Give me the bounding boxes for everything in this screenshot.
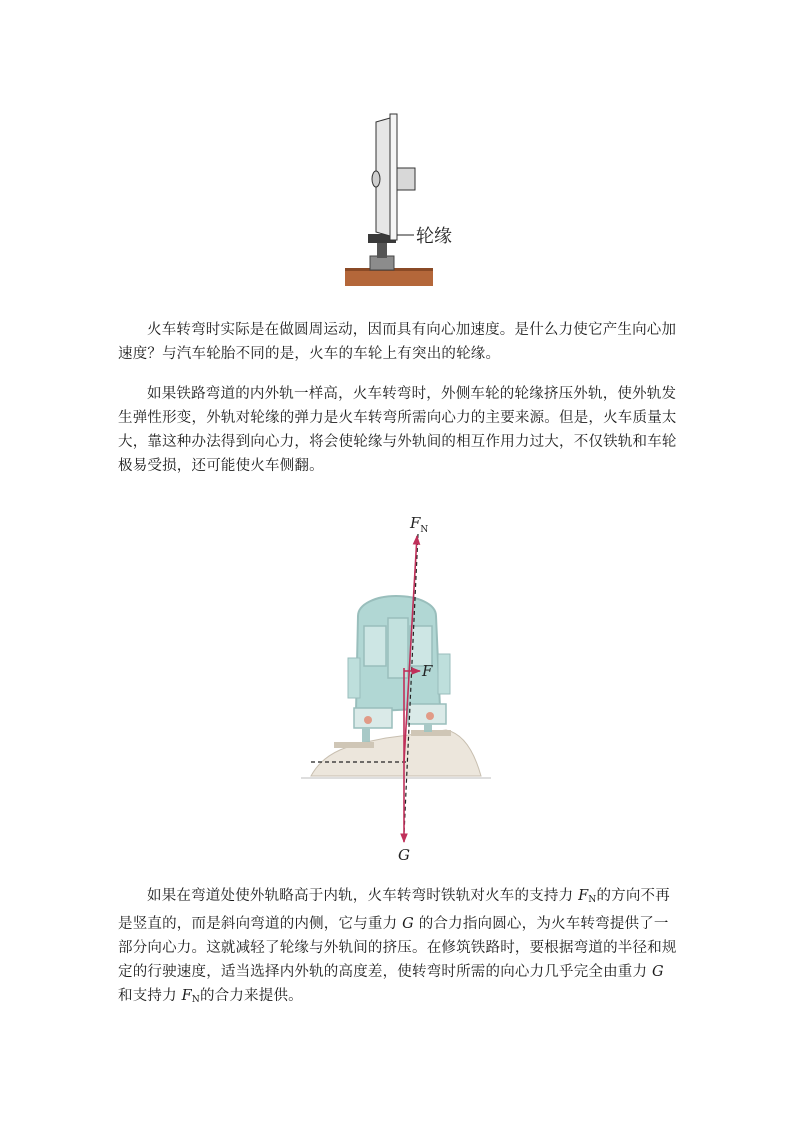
p3-text-1: 如果在弯道处使外轨略高于内轨，火车转弯时铁轨对火车的支持力: [147, 888, 579, 904]
paragraph-1: 火车转弯时实际是在做圆周运动，因而具有向心加速度。是什么力使它产生向心加速度？与汽车轮胎不同的是，火车的车轮上有突出的轮缘。: [118, 322, 677, 362]
ground-strip: [345, 270, 433, 286]
train-forces-figure: [296, 508, 496, 868]
p3-text-4: 和支持力: [118, 988, 182, 1004]
fn-symbol-1: $F_N$: [578, 888, 597, 905]
g-symbol-2: G: [652, 964, 664, 980]
fn-symbol-2: $F_N$: [181, 988, 200, 1005]
flange-label: 轮缘: [416, 226, 452, 247]
normal-force-label: $F_N$: [410, 514, 429, 535]
paragraph-3: [118, 884, 678, 1012]
net-force-label: F: [422, 662, 433, 680]
banked-track-ground: [311, 730, 481, 776]
paragraph-2: 如果铁路弯道的内外轨一样高，火车转弯时，外侧车轮的轮缘挤压外轨，使外轨发生弹性形变，外轨对轮缘的弹力是火车转弯所需向心力的主要来源。但是，火车质量太大，靠这种办法得到向心力，将会使轮缘与外轨间的相互作用力过大，不仅铁轨和车轮极易受损，还可能使火车侧翻。: [118, 386, 677, 474]
train-car: [348, 596, 450, 742]
wheel-flange-figure: [340, 108, 470, 288]
rail: [370, 256, 394, 270]
wheel-flange: [390, 114, 397, 240]
axle: [397, 168, 415, 190]
p3-text-2: 的方向不再是竖直的，而是斜向弯道的内侧，它与重力: [118, 888, 670, 932]
p3-text-3: 的合力指向圆心，为火车转弯提供了一部分向心力。这就减轻了轮缘与外轨间的挤压。在修筑铁路时，要根据弯道的半径和规定的行驶速度，适当选择内外轨的高度差，使转弯时所需的向心力几乎完全由重力: [118, 916, 677, 980]
p3-text-5: 的合力来提供。: [199, 988, 303, 1004]
g-symbol-1: G: [402, 916, 414, 932]
gravity-label: G: [398, 846, 410, 864]
